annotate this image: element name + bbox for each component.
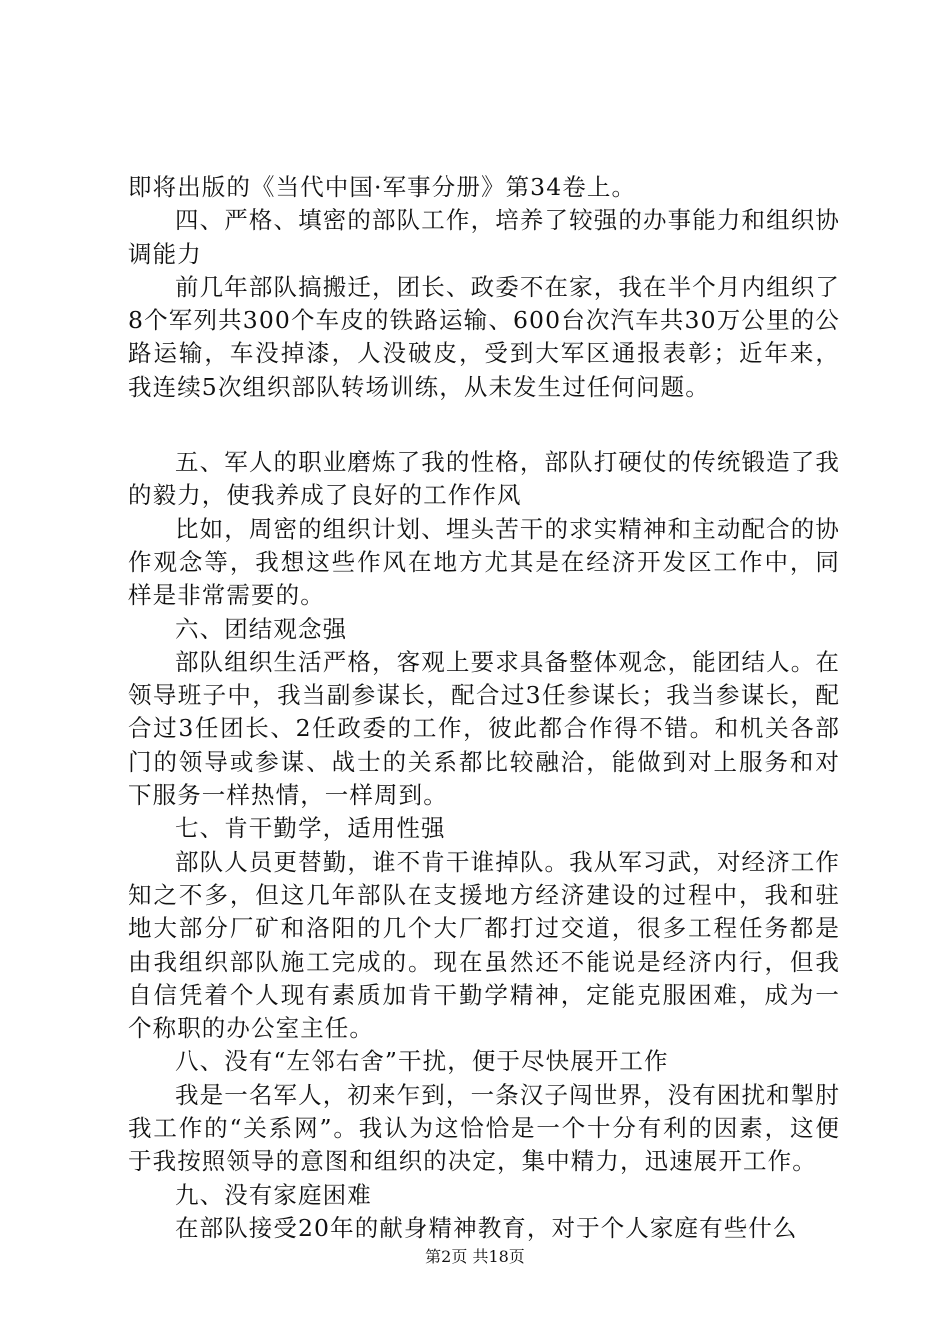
paragraph: 比如，周密的组织计划、埋头苦干的求实精神和主动配合的协作观念等，我想这些作风在地方尤其是在经济开发区工作中，同样是非常需要的。: [128, 514, 840, 610]
paragraph: 在部队接受20年的献身精神教育，对于个人家庭有些什么: [175, 1213, 798, 1242]
page-number-label: 第2页 共18页: [425, 1247, 525, 1266]
page-footer: [0, 1244, 950, 1267]
blank-line: [128, 404, 840, 446]
section-heading-7: 七、肯干勤学，适用性强: [175, 814, 446, 843]
paragraph: 部队组织生活严格，客观上要求具备整体观念，能团结人。在领导班子中，我当副参谋长，配合过3任参谋长；我当参谋长，配合过3任团长、2任政委的工作，彼此都合作得不错。和机关各部门的领导或参谋、战士的关系都比较融洽，能做到对上服务和对下服务一样热情，一样周到。: [128, 647, 840, 810]
section-heading-4: 四、严格、填密的部队工作，培养了较强的办事能力和组织协调能力: [128, 206, 840, 268]
paragraph: 部队人员更替勤，谁不肯干谁掉队。我从军习武，对经济工作知之不多，但这几年部队在支援地方经济建设的过程中，我和驻地大部分厂矿和洛阳的几个大厂都打过交道，很多工程任务都是由我组织部队施工完成的。现在虽然还不能说是经济内行，但我自信凭着个人现有素质加肯干勤学精神，定能克服困难，成为一个称职的办公室主任。: [128, 847, 840, 1043]
section-heading-6: 六、团结观念强: [175, 614, 348, 643]
section-heading-9: 九、没有家庭困难: [175, 1180, 372, 1209]
paragraph-continuation: 即将出版的《当代中国·军事分册》第34卷上。: [128, 173, 637, 201]
section-heading-8: 八、没有“左邻右舍”干扰，便于尽快展开工作: [175, 1047, 669, 1076]
paragraph: 前几年部队搞搬迁，团长、政委不在家，我在半个月内组织了8个军列共300个车皮的铁路运输、600台次汽车共30万公里的公路运输，车没掉漆，人没破皮，受到大军区通报表彰；近年来，我连续5次组织部队转场训练，从未发生过任何问题。: [128, 272, 840, 401]
section-heading-5: 五、军人的职业磨炼了我的性格，部队打硬仗的传统锻造了我的毅力，使我养成了良好的工作作风: [128, 448, 840, 510]
document-body: [128, 171, 840, 1245]
paragraph: 我是一名军人，初来乍到，一条汉子闯世界，没有困扰和掣肘我工作的“关系网”。我认为这恰恰是一个十分有利的因素，这便于我按照领导的意图和组织的决定，集中精力，迅速展开工作。: [128, 1080, 840, 1176]
